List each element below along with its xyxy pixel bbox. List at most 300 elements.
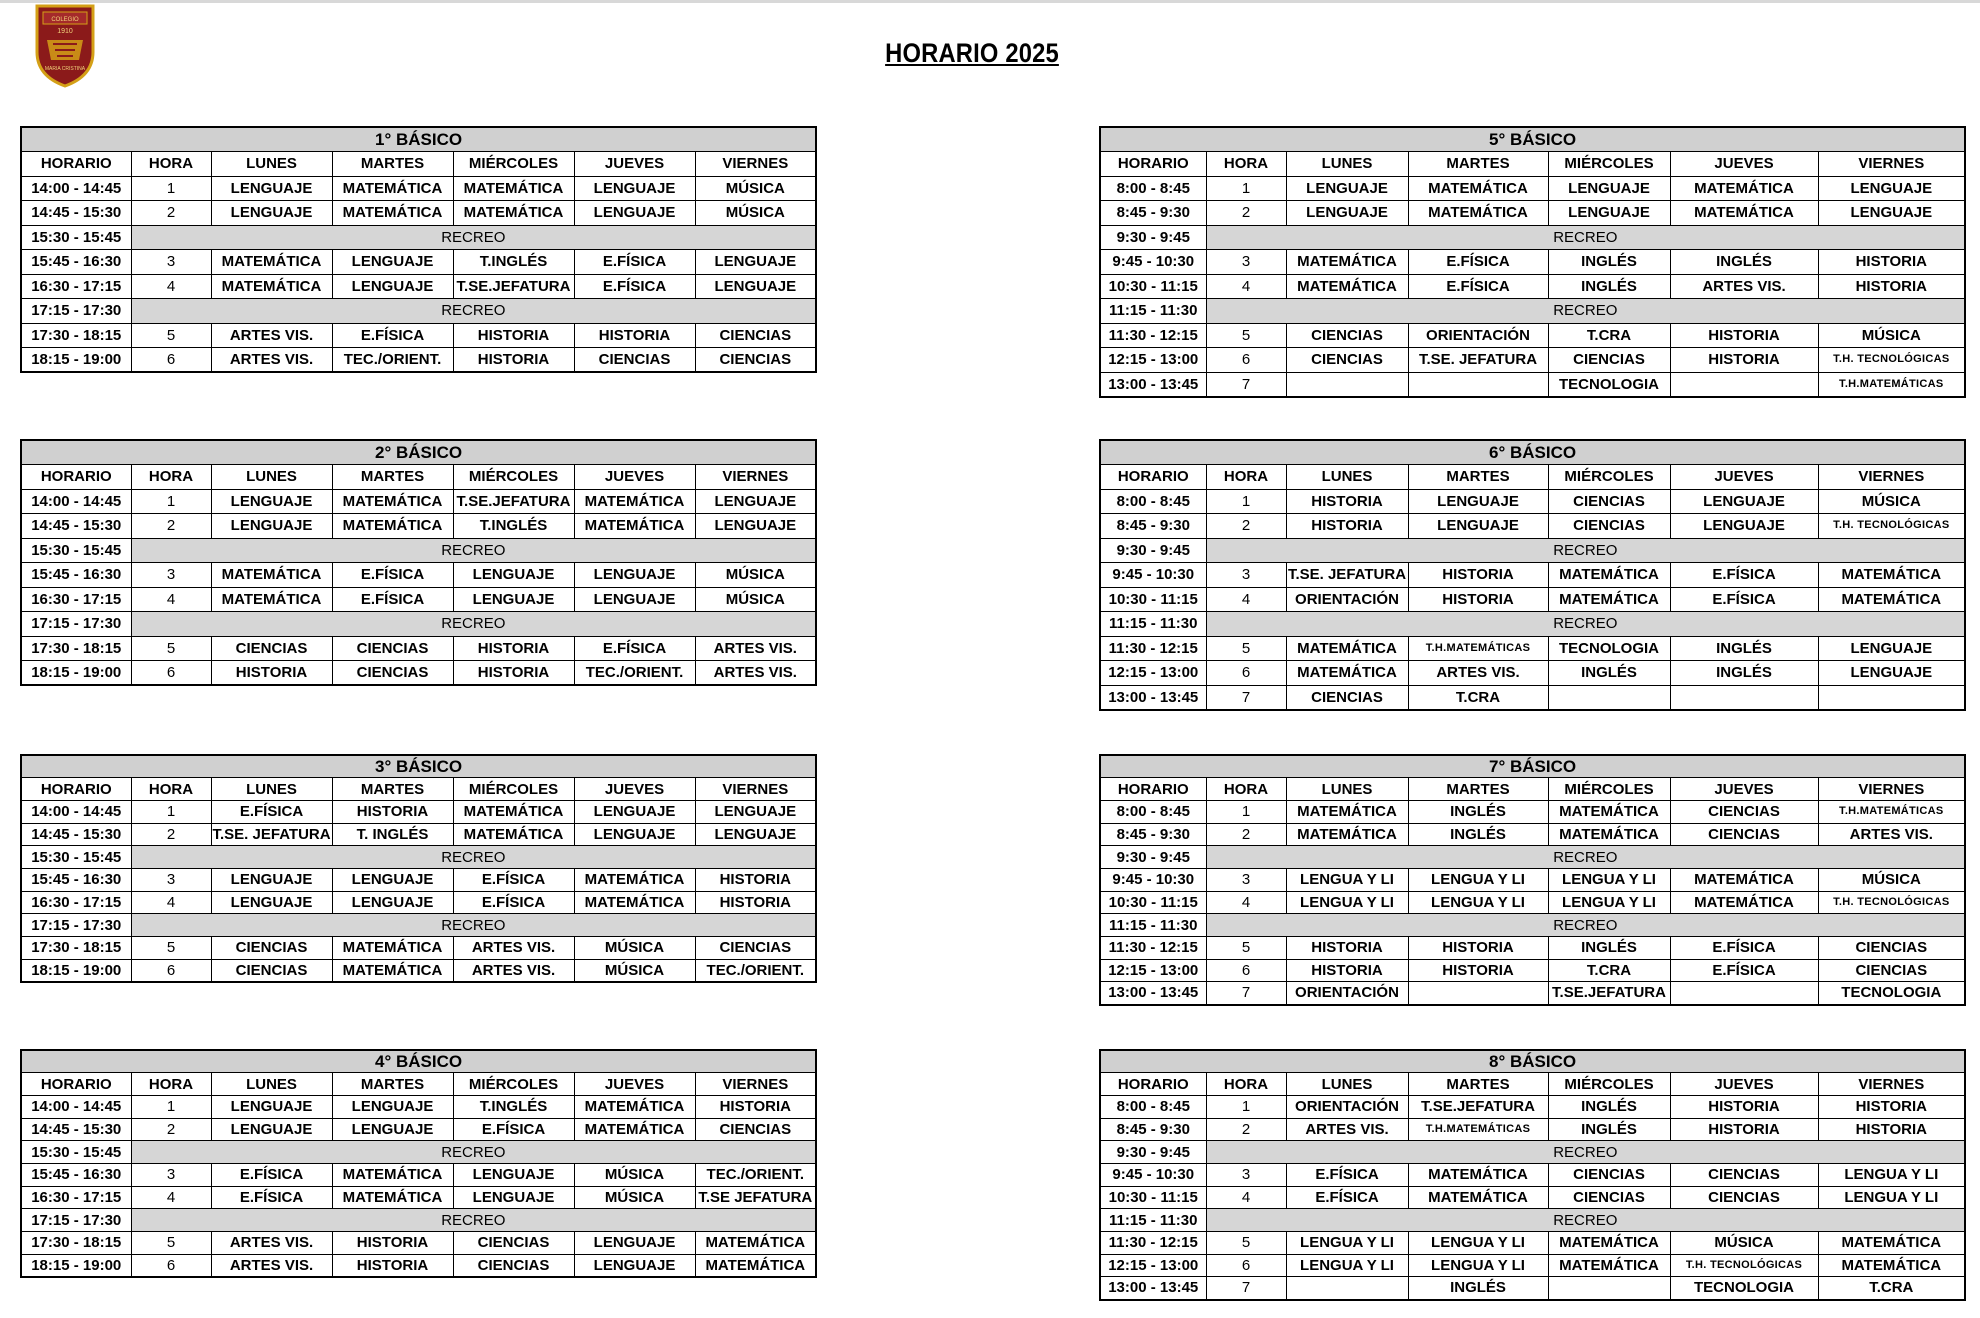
subject-cell: LENGUA Y LI (1286, 868, 1408, 891)
period-number: 2 (1206, 1118, 1286, 1141)
subject-cell: HISTORIA (1818, 250, 1965, 275)
subject-cell: MATEMÁTICA (1548, 800, 1670, 823)
table-row (21, 1254, 816, 1277)
time-slot: 18:15 - 19:00 (21, 959, 131, 982)
recreo-cell: RECREO (1206, 612, 1965, 637)
time-slot: 9:30 - 9:45 (1100, 538, 1206, 563)
time-slot: 14:00 - 14:45 (21, 800, 131, 823)
subject-cell: LENGUAJE (1286, 201, 1408, 226)
period-number: 6 (131, 348, 211, 373)
subject-cell: HISTORIA (1286, 937, 1408, 960)
column-header: LUNES (211, 465, 332, 490)
period-number: 3 (1206, 868, 1286, 891)
column-header: MARTES (1408, 152, 1548, 177)
subject-cell: MATEMÁTICA (1818, 1232, 1965, 1255)
subject-cell: ARTES VIS. (211, 348, 332, 373)
subject-cell (1670, 372, 1818, 397)
subject-cell: MATEMÁTICA (1670, 891, 1818, 914)
subject-cell: HISTORIA (574, 323, 695, 348)
time-slot: 16:30 - 17:15 (21, 891, 131, 914)
subject-cell: MÚSICA (574, 1163, 695, 1186)
time-slot: 8:00 - 8:45 (1100, 800, 1206, 823)
subject-cell: T.H.MATEMÁTICAS (1818, 372, 1965, 397)
period-number: 4 (131, 587, 211, 612)
subject-cell: CIENCIAS (1818, 959, 1965, 982)
time-slot: 15:45 - 16:30 (21, 1163, 131, 1186)
subject-cell: CIENCIAS (1670, 823, 1818, 846)
subject-cell: TEC./ORIENT. (695, 1163, 816, 1186)
subject-cell: E.FÍSICA (1408, 274, 1548, 299)
subject-cell: E.FÍSICA (453, 1118, 574, 1141)
column-header: JUEVES (574, 152, 695, 177)
subject-cell: T.SE. JEFATURA (1408, 348, 1548, 373)
subject-cell: HISTORIA (1670, 323, 1818, 348)
subject-cell: LENGUAJE (695, 800, 816, 823)
time-slot: 9:30 - 9:45 (1100, 846, 1206, 869)
subject-cell (1670, 685, 1818, 710)
table-row (1100, 274, 1965, 299)
recreo-cell: RECREO (131, 538, 816, 563)
recreo-cell: RECREO (131, 299, 816, 324)
subject-cell: HISTORIA (695, 1095, 816, 1118)
subject-cell: T.INGLÉS (453, 250, 574, 275)
subject-cell: CIENCIAS (453, 1232, 574, 1255)
subject-cell: LENGUAJE (1548, 176, 1670, 201)
table-row (1100, 1163, 1965, 1186)
subject-cell: MATEMÁTICA (332, 1186, 453, 1209)
column-header: MIÉRCOLES (1548, 1073, 1670, 1096)
column-header: HORA (1206, 778, 1286, 801)
period-number: 2 (131, 201, 211, 226)
subject-cell: CIENCIAS (1818, 937, 1965, 960)
subject-cell: MATEMÁTICA (453, 823, 574, 846)
subject-cell: ARTES VIS. (211, 1232, 332, 1255)
time-slot: 12:15 - 13:00 (1100, 661, 1206, 686)
subject-cell: MATEMÁTICA (574, 1095, 695, 1118)
subject-cell: LENGUAJE (211, 489, 332, 514)
time-slot: 17:15 - 17:30 (21, 914, 131, 937)
recreo-cell: RECREO (1206, 299, 1965, 324)
column-header: HORARIO (21, 152, 131, 177)
subject-cell: INGLÉS (1408, 1277, 1548, 1300)
time-slot: 15:30 - 15:45 (21, 846, 131, 869)
subject-cell: MÚSICA (574, 1186, 695, 1209)
subject-cell: MÚSICA (1818, 489, 1965, 514)
table-row (21, 636, 816, 661)
table-row (21, 959, 816, 982)
period-number: 6 (1206, 1254, 1286, 1277)
period-number: 1 (131, 800, 211, 823)
subject-cell: LENGUAJE (1548, 201, 1670, 226)
time-slot: 16:30 - 17:15 (21, 274, 131, 299)
recreo-cell: RECREO (131, 914, 816, 937)
recreo-cell: RECREO (131, 1209, 816, 1232)
column-header: MARTES (1408, 465, 1548, 490)
grade-title: 3° BÁSICO (21, 755, 816, 778)
subject-cell: ARTES VIS. (453, 937, 574, 960)
table-row (1100, 891, 1965, 914)
column-header: LUNES (211, 1073, 332, 1096)
subject-cell: CIENCIAS (1286, 685, 1408, 710)
subject-cell: MATEMÁTICA (1286, 800, 1408, 823)
subject-cell: LENGUAJE (211, 176, 332, 201)
subject-cell: LENGUAJE (695, 823, 816, 846)
subject-cell: T.SE.JEFATURA (1408, 1095, 1548, 1118)
subject-cell: E.FÍSICA (1670, 587, 1818, 612)
subject-cell: HISTORIA (1670, 348, 1818, 373)
subject-cell: MATEMÁTICA (574, 868, 695, 891)
time-slot: 10:30 - 11:15 (1100, 587, 1206, 612)
time-slot: 9:45 - 10:30 (1100, 563, 1206, 588)
column-header: VIERNES (695, 1073, 816, 1096)
column-header: HORARIO (21, 778, 131, 801)
subject-cell: MÚSICA (695, 176, 816, 201)
time-slot: 11:30 - 12:15 (1100, 323, 1206, 348)
period-number: 5 (1206, 636, 1286, 661)
time-slot: 8:00 - 8:45 (1100, 489, 1206, 514)
column-header: VIERNES (695, 465, 816, 490)
time-slot: 11:30 - 12:15 (1100, 1232, 1206, 1255)
schedule-table-grade-6 (1099, 439, 1966, 711)
subject-cell (1818, 685, 1965, 710)
table-row (21, 1118, 816, 1141)
subject-cell: LENGUA Y LI (1548, 868, 1670, 891)
subject-cell: ARTES VIS. (1286, 1118, 1408, 1141)
subject-cell: MÚSICA (1670, 1232, 1818, 1255)
period-number: 3 (1206, 250, 1286, 275)
period-number: 3 (131, 563, 211, 588)
subject-cell: ARTES VIS. (211, 1254, 332, 1277)
subject-cell: LENGUAJE (211, 201, 332, 226)
recreo-cell: RECREO (1206, 846, 1965, 869)
subject-cell: T.CRA (1408, 685, 1548, 710)
table-row (1100, 800, 1965, 823)
subject-cell: INGLÉS (1548, 250, 1670, 275)
table-row (1100, 514, 1965, 539)
subject-cell: LENGUAJE (332, 1118, 453, 1141)
grade-title: 8° BÁSICO (1100, 1050, 1965, 1073)
subject-cell: INGLÉS (1548, 1095, 1670, 1118)
recreo-cell: RECREO (1206, 225, 1965, 250)
recreo-cell: RECREO (1206, 1209, 1965, 1232)
subject-cell: T.H. TECNOLÓGICAS (1670, 1254, 1818, 1277)
period-number: 1 (1206, 1095, 1286, 1118)
table-row (1100, 612, 1965, 637)
subject-cell: HISTORIA (1670, 1095, 1818, 1118)
subject-cell: T.SE.JEFATURA (453, 274, 574, 299)
time-slot: 9:45 - 10:30 (1100, 868, 1206, 891)
subject-cell: LENGUAJE (453, 1163, 574, 1186)
subject-cell: LENGUAJE (695, 274, 816, 299)
period-number: 2 (131, 1118, 211, 1141)
grade-title: 5° BÁSICO (1100, 127, 1965, 152)
column-header: VIERNES (695, 152, 816, 177)
column-header: LUNES (1286, 1073, 1408, 1096)
subject-cell: CIENCIAS (1286, 323, 1408, 348)
time-slot: 17:30 - 18:15 (21, 937, 131, 960)
table-row (1100, 1095, 1965, 1118)
table-row (21, 348, 816, 373)
time-slot: 14:00 - 14:45 (21, 176, 131, 201)
period-number: 2 (1206, 201, 1286, 226)
subject-cell: ORIENTACIÓN (1286, 1095, 1408, 1118)
subject-cell: CIENCIAS (1670, 1163, 1818, 1186)
subject-cell: MATEMÁTICA (1548, 1254, 1670, 1277)
subject-cell: MATEMÁTICA (211, 250, 332, 275)
column-header: HORA (1206, 152, 1286, 177)
subject-cell: E.FÍSICA (453, 891, 574, 914)
subject-cell: HISTORIA (332, 800, 453, 823)
subject-cell: LENGUAJE (1408, 489, 1548, 514)
table-row (21, 274, 816, 299)
subject-cell: MATEMÁTICA (574, 489, 695, 514)
subject-cell: LENGUAJE (332, 274, 453, 299)
period-number: 7 (1206, 685, 1286, 710)
subject-cell: T.H. TECNOLÓGICAS (1818, 348, 1965, 373)
subject-cell: MATEMÁTICA (332, 201, 453, 226)
subject-cell: T.SE. JEFATURA (1286, 563, 1408, 588)
subject-cell: LENGUAJE (211, 891, 332, 914)
time-slot: 12:15 - 13:00 (1100, 959, 1206, 982)
subject-cell: INGLÉS (1408, 800, 1548, 823)
subject-cell: MATEMÁTICA (453, 176, 574, 201)
subject-cell: HISTORIA (453, 348, 574, 373)
subject-cell: E.FÍSICA (1670, 959, 1818, 982)
period-number: 5 (131, 1232, 211, 1255)
subject-cell: HISTORIA (695, 891, 816, 914)
time-slot: 11:15 - 11:30 (1100, 612, 1206, 637)
table-row (21, 800, 816, 823)
column-header: VIERNES (1818, 1073, 1965, 1096)
period-number: 6 (1206, 348, 1286, 373)
subject-cell: LENGUA Y LI (1818, 1163, 1965, 1186)
period-number: 4 (1206, 1186, 1286, 1209)
subject-cell: ARTES VIS. (695, 661, 816, 686)
period-number: 3 (131, 868, 211, 891)
table-row (1100, 563, 1965, 588)
grade-title: 2° BÁSICO (21, 440, 816, 465)
column-header: HORA (131, 465, 211, 490)
table-row (21, 176, 816, 201)
subject-cell: TECNOLOGIA (1548, 636, 1670, 661)
table-row (21, 225, 816, 250)
time-slot: 15:45 - 16:30 (21, 563, 131, 588)
subject-cell: LENGUAJE (453, 1186, 574, 1209)
time-slot: 17:30 - 18:15 (21, 1232, 131, 1255)
subject-cell: LENGUA Y LI (1286, 891, 1408, 914)
time-slot: 14:45 - 15:30 (21, 201, 131, 226)
subject-cell: ARTES VIS. (453, 959, 574, 982)
column-header: HORA (1206, 1073, 1286, 1096)
subject-cell: LENGUAJE (1670, 514, 1818, 539)
period-number: 1 (131, 176, 211, 201)
recreo-cell: RECREO (131, 1141, 816, 1164)
subject-cell: MATEMÁTICA (1670, 176, 1818, 201)
column-header: MARTES (332, 465, 453, 490)
subject-cell: MÚSICA (695, 587, 816, 612)
subject-cell: LENGUAJE (1818, 201, 1965, 226)
period-number: 6 (131, 959, 211, 982)
period-number: 1 (131, 1095, 211, 1118)
subject-cell: CIENCIAS (332, 661, 453, 686)
subject-cell: MATEMÁTICA (1408, 201, 1548, 226)
subject-cell: T.H. TECNOLÓGICAS (1818, 891, 1965, 914)
time-slot: 12:15 - 13:00 (1100, 348, 1206, 373)
subject-cell (1408, 982, 1548, 1005)
table-row (21, 514, 816, 539)
column-header: VIERNES (1818, 152, 1965, 177)
time-slot: 14:00 - 14:45 (21, 489, 131, 514)
subject-cell: LENGUAJE (695, 489, 816, 514)
time-slot: 8:45 - 9:30 (1100, 201, 1206, 226)
subject-cell: CIENCIAS (695, 1118, 816, 1141)
subject-cell: TECNOLOGIA (1818, 982, 1965, 1005)
table-row (1100, 1186, 1965, 1209)
subject-cell: T.H.MATEMÁTICAS (1408, 636, 1548, 661)
period-number: 1 (1206, 176, 1286, 201)
column-header: LUNES (1286, 152, 1408, 177)
subject-cell: MATEMÁTICA (211, 274, 332, 299)
subject-cell: T.INGLÉS (453, 1095, 574, 1118)
subject-cell: HISTORIA (1286, 489, 1408, 514)
grade-title: 4° BÁSICO (21, 1050, 816, 1073)
time-slot: 14:45 - 15:30 (21, 1118, 131, 1141)
subject-cell: MATEMÁTICA (332, 514, 453, 539)
subject-cell: LENGUAJE (574, 587, 695, 612)
subject-cell: MATEMÁTICA (453, 201, 574, 226)
period-number: 4 (131, 891, 211, 914)
column-header: HORARIO (1100, 152, 1206, 177)
time-slot: 15:45 - 16:30 (21, 250, 131, 275)
subject-cell: E.FÍSICA (1408, 250, 1548, 275)
time-slot: 15:30 - 15:45 (21, 225, 131, 250)
column-header: MARTES (332, 778, 453, 801)
column-header: HORARIO (1100, 1073, 1206, 1096)
subject-cell: TEC./ORIENT. (574, 661, 695, 686)
subject-cell (1670, 982, 1818, 1005)
subject-cell: MATEMÁTICA (1548, 823, 1670, 846)
subject-cell: MÚSICA (574, 937, 695, 960)
period-number: 2 (1206, 823, 1286, 846)
subject-cell: MÚSICA (695, 563, 816, 588)
period-number: 4 (1206, 587, 1286, 612)
subject-cell: E.FÍSICA (332, 323, 453, 348)
subject-cell: ARTES VIS. (1818, 823, 1965, 846)
column-header: JUEVES (574, 465, 695, 490)
subject-cell: INGLÉS (1548, 274, 1670, 299)
subject-cell: HISTORIA (1408, 959, 1548, 982)
subject-cell: CIENCIAS (695, 323, 816, 348)
subject-cell: HISTORIA (332, 1254, 453, 1277)
subject-cell: MATEMÁTICA (211, 563, 332, 588)
period-number: 3 (131, 250, 211, 275)
subject-cell: MATEMÁTICA (1408, 176, 1548, 201)
subject-cell: ARTES VIS. (1408, 661, 1548, 686)
top-border-line (0, 0, 1980, 3)
table-row (21, 1141, 816, 1164)
column-header: JUEVES (574, 778, 695, 801)
table-row (21, 1095, 816, 1118)
subject-cell: MATEMÁTICA (1408, 1186, 1548, 1209)
time-slot: 14:45 - 15:30 (21, 514, 131, 539)
subject-cell: MATEMÁTICA (1286, 636, 1408, 661)
subject-cell: MATEMÁTICA (1548, 587, 1670, 612)
time-slot: 15:30 - 15:45 (21, 1141, 131, 1164)
subject-cell: MATEMÁTICA (1286, 823, 1408, 846)
time-slot: 8:45 - 9:30 (1100, 514, 1206, 539)
table-row (21, 661, 816, 686)
table-row (21, 323, 816, 348)
subject-cell: LENGUAJE (453, 587, 574, 612)
period-number: 4 (1206, 274, 1286, 299)
recreo-cell: RECREO (1206, 538, 1965, 563)
schedule-table-grade-3 (20, 754, 817, 983)
table-row (21, 868, 816, 891)
time-slot: 13:00 - 13:45 (1100, 372, 1206, 397)
table-row (21, 1232, 816, 1255)
subject-cell: E.FÍSICA (1670, 563, 1818, 588)
column-header: VIERNES (1818, 465, 1965, 490)
subject-cell: E.FÍSICA (211, 800, 332, 823)
schedule-table-grade-5 (1099, 126, 1966, 398)
period-number: 7 (1206, 372, 1286, 397)
subject-cell: TECNOLOGIA (1548, 372, 1670, 397)
subject-cell (1286, 1277, 1408, 1300)
subject-cell: CIENCIAS (1670, 1186, 1818, 1209)
table-row (21, 937, 816, 960)
subject-cell: LENGUAJE (211, 1095, 332, 1118)
subject-cell: LENGUAJE (1818, 661, 1965, 686)
column-header: JUEVES (1670, 1073, 1818, 1096)
column-header: LUNES (1286, 465, 1408, 490)
period-number: 5 (131, 636, 211, 661)
column-header: LUNES (211, 778, 332, 801)
table-row (1100, 323, 1965, 348)
subject-cell: HISTORIA (1286, 959, 1408, 982)
subject-cell: HISTORIA (211, 661, 332, 686)
subject-cell (1548, 1277, 1670, 1300)
table-row (1100, 372, 1965, 397)
time-slot: 17:30 - 18:15 (21, 636, 131, 661)
column-header: MARTES (1408, 778, 1548, 801)
table-row (21, 891, 816, 914)
subject-cell: MATEMÁTICA (211, 587, 332, 612)
subject-cell: T.INGLÉS (453, 514, 574, 539)
subject-cell: LENGUA Y LI (1408, 1232, 1548, 1255)
recreo-cell: RECREO (1206, 1141, 1965, 1164)
time-slot: 15:30 - 15:45 (21, 538, 131, 563)
subject-cell: MATEMÁTICA (1818, 587, 1965, 612)
subject-cell: CIENCIAS (453, 1254, 574, 1277)
period-number: 5 (131, 937, 211, 960)
column-header: JUEVES (1670, 152, 1818, 177)
grade-title: 1° BÁSICO (21, 127, 816, 152)
subject-cell: MATEMÁTICA (1818, 563, 1965, 588)
subject-cell: T.CRA (1548, 959, 1670, 982)
time-slot: 12:15 - 13:00 (1100, 1254, 1206, 1277)
subject-cell: LENGUA Y LI (1408, 891, 1548, 914)
subject-cell: HISTORIA (1818, 1118, 1965, 1141)
table-row (21, 538, 816, 563)
table-row (1100, 176, 1965, 201)
column-header: HORARIO (1100, 778, 1206, 801)
subject-cell: LENGUAJE (574, 176, 695, 201)
table-row (21, 914, 816, 937)
subject-cell (1408, 372, 1548, 397)
table-row (21, 201, 816, 226)
table-row (1100, 489, 1965, 514)
time-slot: 13:00 - 13:45 (1100, 982, 1206, 1005)
